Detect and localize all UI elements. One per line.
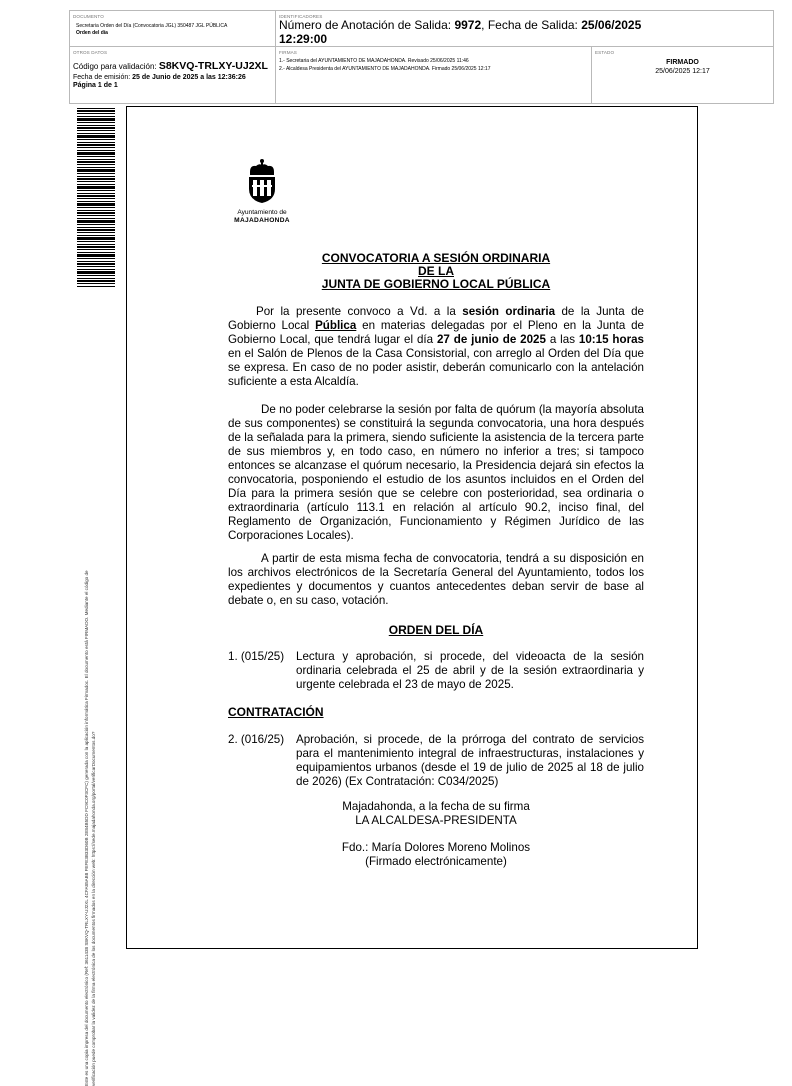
status-label: ESTADO: [595, 50, 615, 55]
signature-1: 1.- Secretaria del AYUNTAMIENTO DE MAJADAHONDA. Revisado 25/06/2025 11:46: [279, 58, 469, 64]
document-title-heading: [228, 252, 644, 291]
p1-text-g: a las: [545, 333, 579, 346]
exit-registration: [279, 18, 759, 46]
identifiers-cell: [276, 11, 773, 47]
agenda-heading-text: ORDEN DEL DÍA: [388, 623, 484, 637]
other-data-label: OTROS DATOS: [73, 50, 108, 55]
paragraph-convocation: [228, 305, 644, 389]
municipal-logo: [228, 158, 296, 230]
sign-place-date: Majadahonda, a la fecha de su firma: [342, 800, 530, 813]
document-label: DOCUMENTO: [73, 14, 104, 19]
agenda-heading: [228, 623, 644, 637]
title-line-2: DE LA: [418, 264, 454, 278]
exit-prefix: Número de Anotación de Salida:: [279, 18, 455, 32]
validation-code-line: [73, 61, 268, 72]
sign-role: LA ALCALDESA-PRESIDENTA: [355, 814, 517, 827]
p1-text-e: en materias delegadas por el Pleno en la Junta de Gobierno Local, que tendrá lugar el día: [228, 319, 644, 346]
side-text-line-2: verificación puede comprobar la validez de la firma electrónica de los documentos firmados en la dirección web: https://sede.majadahonda.org/portal/verificarDocumentos.do?: [90, 731, 96, 1086]
emission-date: 25 de Junio de 2025 a las 12:36:26: [132, 74, 246, 81]
title-line-3: JUNTA DE GOBIERNO LOCAL PÚBLICA: [321, 277, 551, 291]
exit-mid: , Fecha de Salida:: [481, 18, 582, 32]
p1-session-type: sesión ordinaria: [462, 305, 556, 318]
signature-2: 2.- Alcaldesa Presidenta del AYUNTAMIENTO DE MAJADAHONDA. Firmado 25/06/2025 12:17: [279, 66, 491, 72]
other-data-cell: [70, 47, 276, 103]
document-cell: [70, 11, 276, 47]
page-info: Página 1 de 1: [73, 82, 118, 89]
validation-code-prefix: Código para validación:: [73, 62, 159, 71]
p1-time: 10:15 horas: [578, 333, 644, 346]
emission-prefix: Fecha de emisión:: [73, 74, 133, 81]
agenda-item-1-number: 1. (015/25): [228, 650, 285, 663]
sign-name: Fdo.: María Dolores Moreno Molinos: [341, 841, 531, 854]
exit-time: 12:29:00: [279, 32, 328, 46]
logo-line-1: Ayuntamiento de: [237, 209, 287, 216]
document-title: Secretaria Orden del Día (Convocatoria JGL) 350487 JGL PÚBLICA: [76, 23, 228, 29]
agenda-item-1-text: Lectura y aprobación, si procede, del videoacta de la sesión ordinaria celebrada el 25 de abril y de la sesión extraordinaria y urgente celebrada el 23 de mayo de 2025.: [296, 650, 644, 691]
exit-number: 9972: [454, 18, 482, 32]
signature-block: [228, 800, 644, 869]
p1-text-c: de la Junta de Gobierno Local: [228, 305, 644, 332]
paragraph-documents: A partir de esta misma fecha de convocatoria, tendrá a su disposición en los archivos electrónicos de la Secretaría General del Ayuntamiento, todos los expedientes y documentos y cuantos antecedentes deban servir de base al debate o, en su caso, votación.: [228, 552, 644, 607]
emission-date-line: [73, 73, 246, 82]
status-date: 25/06/2025 12:17: [655, 68, 710, 75]
logo-line-2: MAJADAHONDA: [234, 216, 290, 224]
document-header-table: [69, 10, 774, 104]
exit-date: 25/06/2025: [581, 18, 642, 32]
validation-code[interactable]: S8KVQ-TRLXY-UJ2XL: [158, 60, 268, 72]
agenda-item-2-number: 2. (016/25): [228, 733, 285, 746]
p1-date: 27 de junio de 2025: [436, 333, 546, 346]
paragraph-quorum: De no poder celebrarse la sesión por falta de quórum (la mayoría absoluta de sus componentes) se constituirá la segunda convocatoria, una hora después de la señalada para la primera, siendo suficiente la asistencia de la tercera parte de sus miembros y, en todo caso, en número no inferior a tres; si tampoco entonces se alcanzase el quórum necesario, la Presidencia dejará sin efectos la convocatoria, posponiendo el estudio de los asuntos incluidos en el Orden del Día para la primera sesión que se celebre con posterioridad, sea ordinaria o extraordinaria (artículo 113.1 en relación al artículo 90.2, inciso final, del Reglamento de Organización, Funcionamiento y Régimen Jurídico de las Corporaciones Locales).: [228, 403, 644, 542]
p1-public: Pública: [315, 319, 357, 332]
sign-electronic: (Firmado electrónicamente): [365, 855, 507, 868]
p1-text-a: Por la presente convoco a Vd. a la: [256, 305, 463, 318]
coat-of-arms-icon: [242, 158, 282, 204]
signatures-label: FIRMAS: [279, 50, 297, 55]
document-subtitle: Orden del día: [76, 30, 108, 36]
status-value: FIRMADO: [666, 59, 699, 66]
signatures-cell: [276, 47, 592, 103]
side-verification-text: [84, 186, 104, 1086]
agenda-item-2-text: Aprobación, si procede, de la prórroga del contrato de servicios para el mantenimiento integral de infraestructuras, instalaciones y equipamientos urbanos (desde el 19 de julio de 2025 al 18 de julio de 2026) (Ex Contratación: C034/2025): [296, 733, 644, 788]
status-cell: [592, 47, 773, 103]
title-line-1: CONVOCATORIA A SESIÓN ORDINARIA: [321, 251, 551, 265]
p1-text-i: en el Salón de Plenos de la Casa Consistorial, con arreglo al Orden del Día que se expresa. En caso de no poder asistir, deberán comunicarlo con la antelación suficiente a esta Alcaldía.: [228, 347, 644, 388]
contracting-heading: CONTRATACIÓN: [228, 705, 324, 719]
identifiers-label: IDENTIFICADORES: [279, 14, 323, 19]
side-text-line-1: Este es una copia impresa del documento electrónico (Ref: 3611438 S8KVQ-TRLXY-UJ2XL 4CFA85AB8 FEFE3B33D60B 2E84B5DD FC9C0F3CFC) generada con la aplicación informática Firmadoc. El documento está FIRMADO. Mediante el código de: [84, 570, 89, 1086]
